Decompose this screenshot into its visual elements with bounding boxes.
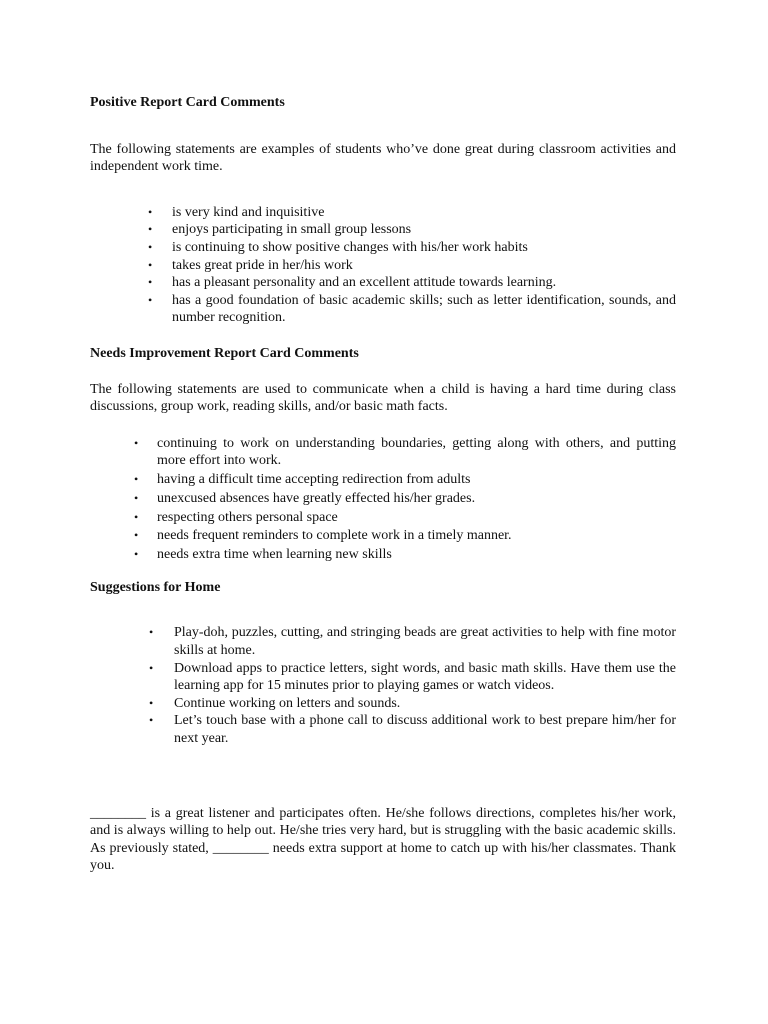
bullet-icon: • xyxy=(149,660,154,675)
bullet-icon: • xyxy=(134,528,139,543)
bullet-icon: • xyxy=(148,292,153,307)
list-item: • Download apps to practice letters, sight words, and basic math skills. Have them use the learning app for 15 minutes prior to playing games or watch videos. xyxy=(149,660,676,694)
list-item: • has a good foundation of basic academic skills; such as letter identification, sounds, and number recognition. xyxy=(148,292,676,326)
list-item: • needs extra time when learning new skills xyxy=(134,547,392,563)
bullet-icon: • xyxy=(134,547,139,562)
positive-comments-intro: The following statements are examples of students who’ve done great during classroom activities and independent work time. xyxy=(90,141,676,175)
bullet-icon: • xyxy=(149,625,154,640)
bullet-icon: • xyxy=(148,239,153,254)
positive-comments-list xyxy=(90,204,676,327)
bullet-icon: • xyxy=(134,509,139,524)
bullet-icon: • xyxy=(148,222,153,237)
list-item: • needs frequent reminders to complete work in a timely manner. xyxy=(134,528,512,544)
positive-comments-heading: Positive Report Card Comments xyxy=(90,95,285,110)
list-item: • Play-doh, puzzles, cutting, and stringing beads are great activities to help with fine motor skills at home. xyxy=(149,625,676,658)
list-item: • having a difficult time accepting redirection from adults xyxy=(134,472,471,488)
list-item: • has a pleasant personality and an excellent attitude towards learning. xyxy=(148,275,557,291)
list-item: • unexcused absences have greatly effected his/her grades. xyxy=(134,490,476,506)
list-item: • is very kind and inquisitive xyxy=(148,204,325,220)
home-suggestions-heading: Suggestions for Home xyxy=(90,579,221,595)
list-item: • Let’s touch base with a phone call to discuss additional work to best prepare him/her for next year. xyxy=(149,713,676,746)
bullet-icon: • xyxy=(134,490,139,505)
list-item: • is continuing to show positive changes with his/her work habits xyxy=(148,239,528,255)
bullet-icon: • xyxy=(149,695,154,710)
closing-paragraph: ________ is a great listener and participates often. He/she follows directions, completes his/her work, and is always willing to help out. He/she tries very hard, but is struggling with the basic academic skills. As previously stated, ________ needs extra support at home to catch up with his/her classmates. Thank you. xyxy=(90,805,676,874)
bullet-icon: • xyxy=(148,257,153,272)
list-item: • continuing to work on understanding boundaries, getting along with others, and putting more effort into work. xyxy=(134,435,676,469)
list-item: • Continue working on letters and sounds. xyxy=(149,695,401,711)
bullet-icon: • xyxy=(149,713,154,728)
list-item: • takes great pride in her/his work xyxy=(148,257,353,273)
bullet-icon: • xyxy=(148,275,153,290)
bullet-icon: • xyxy=(148,204,153,219)
home-suggestions-list xyxy=(90,624,676,747)
document-page xyxy=(90,94,676,875)
needs-improvement-heading: Needs Improvement Report Card Comments xyxy=(90,345,359,361)
bullet-icon: • xyxy=(134,472,139,487)
list-item: • respecting others personal space xyxy=(134,509,338,525)
list-item: • enjoys participating in small group lessons xyxy=(148,222,412,238)
needs-improvement-intro: The following statements are used to communicate when a child is having a hard time during class discussions, group work, reading skills, and/or basic math facts. xyxy=(90,381,676,415)
needs-improvement-list xyxy=(90,435,676,564)
bullet-icon: • xyxy=(134,435,139,450)
